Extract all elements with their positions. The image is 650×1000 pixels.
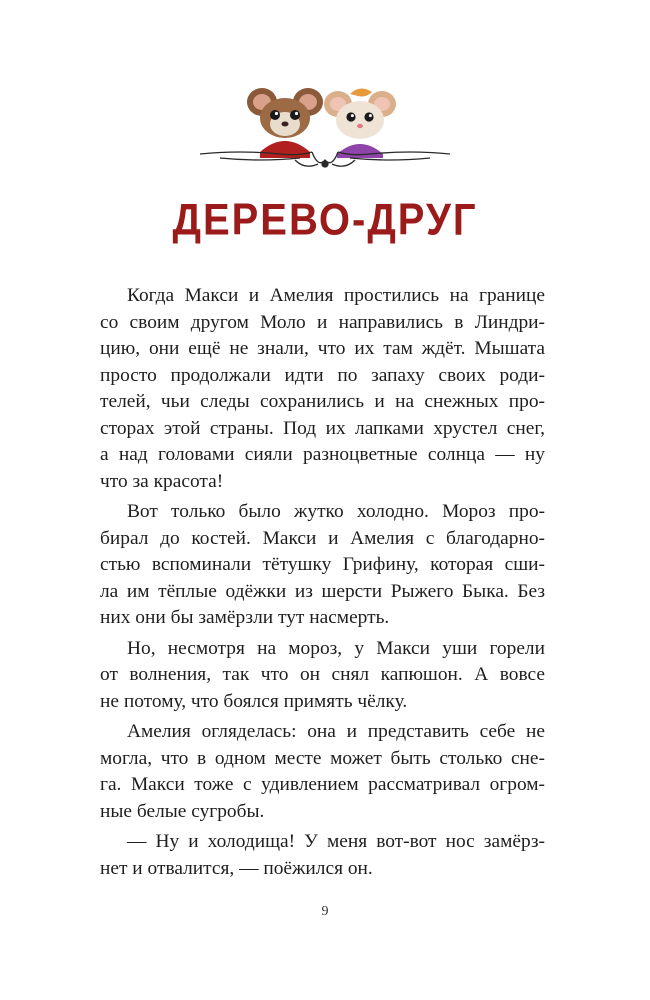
- text-line: что за красота!: [100, 470, 224, 492]
- text-line: не потому, что боялся примять чёлку.: [100, 690, 408, 712]
- text-line: со своим другом Моло и направились в Линдри-: [100, 311, 545, 333]
- text-line: от волнения, так что он снял капюшон. А вовсе: [100, 664, 545, 685]
- text-line: — Ну и холодища! У меня вот-вот нос замёрз-: [127, 831, 545, 852]
- text-line: могла, что в одном месте может быть столько сне-: [100, 747, 545, 769]
- chapter-title: ДЕРЕВО-ДРУГ: [172, 195, 478, 245]
- text-line: а над головами сияли разноцветные солнца — ну: [100, 444, 545, 465]
- text-line: цию, они ещё не знали, что их там ждёт. Мышата: [100, 338, 545, 359]
- paragraph: [100, 283, 545, 495]
- text-line: Вот только было жутко холодно. Мороз про-: [127, 501, 545, 522]
- two-mice-ornament-icon: [200, 80, 450, 175]
- flourish-ornament-icon: [200, 152, 450, 167]
- paragraph: [100, 636, 545, 716]
- text-line: телей, чьи следы сохранились и на снежных про-: [100, 391, 545, 412]
- paragraph: [100, 829, 545, 882]
- text-line: ла им тёплые одёжки из шерсти Рыжего Быка. Без: [100, 580, 545, 602]
- text-line: ные белые сугробы.: [100, 800, 265, 822]
- text-line: бирал до костей. Макси и Амелия с благодарно-: [100, 527, 545, 549]
- text-line: просто продолжали идти по запаху своих роди-: [100, 364, 545, 386]
- text-line: Когда Макси и Амелия простились на границе: [127, 285, 545, 306]
- text-line: стью вспоминали тётушку Грифину, которая сши-: [100, 554, 545, 575]
- brown-mouse-icon: [247, 88, 323, 158]
- paragraph: [100, 499, 545, 632]
- text-line: нет и отвалится, — поёжился он.: [100, 857, 373, 879]
- page-number: 9: [321, 904, 329, 919]
- light-mouse-icon: [324, 88, 396, 158]
- paragraph: [100, 719, 545, 825]
- text-line: них они бы замёрзли тут насмерть.: [100, 607, 390, 628]
- text-line: сторах этой страны. Под их лапками хрустел снег,: [100, 417, 545, 439]
- text-line: Амелия огляделась: она и представить себе не: [127, 721, 545, 742]
- body-text: [100, 283, 545, 882]
- text-line: Но, несмотря на мороз, у Макси уши горели: [127, 637, 545, 659]
- text-line: га. Макси тоже с удивлением рассматривал огром-: [100, 774, 545, 795]
